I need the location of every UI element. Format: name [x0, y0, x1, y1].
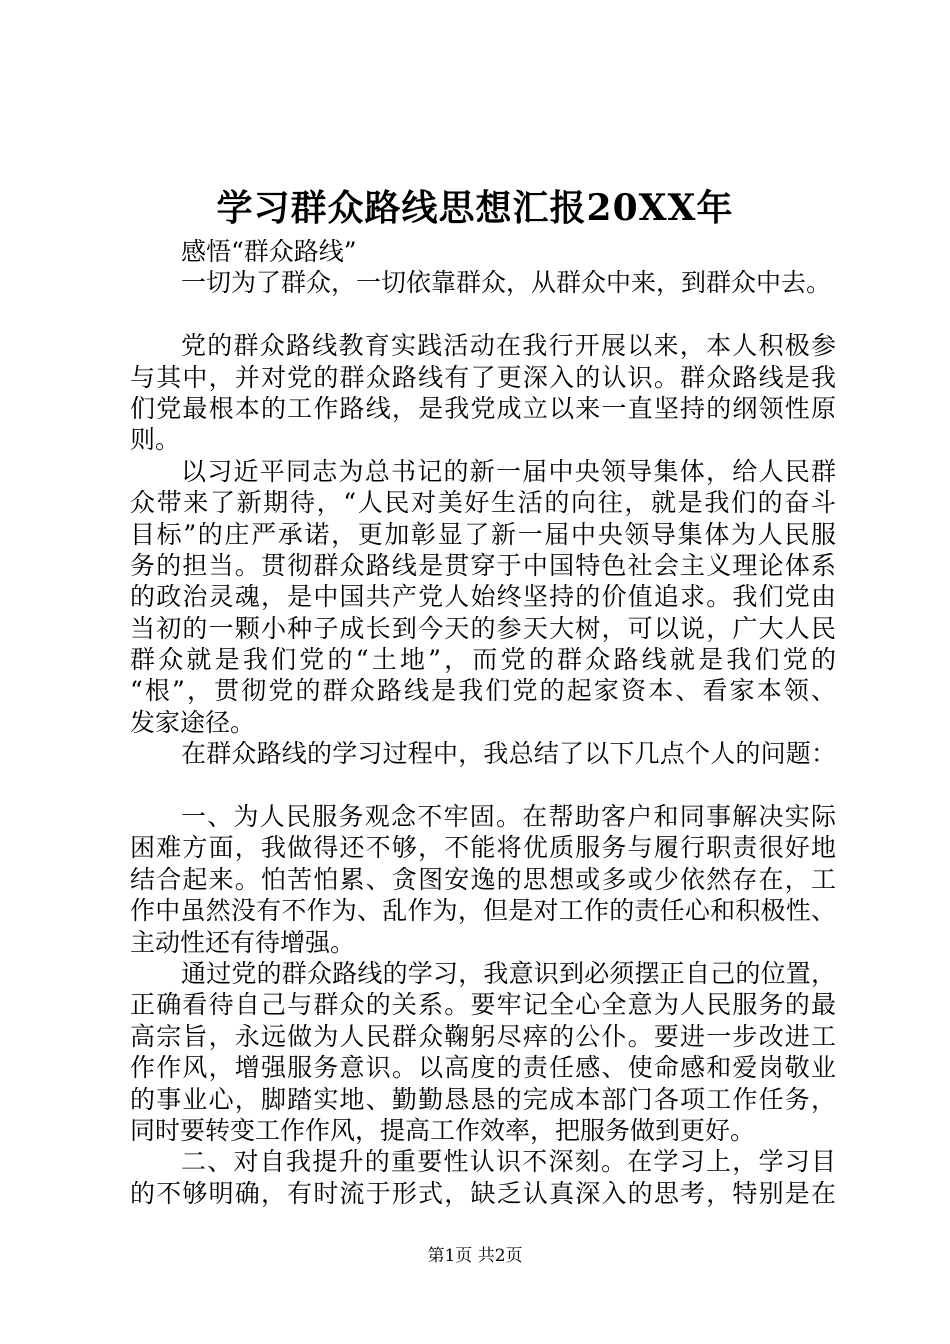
paragraph-line: 众带来了新期待，“人民对美好生活的向往，就是我们的奋斗: [130, 488, 836, 518]
paragraph-line: 一、为人民服务观念不牢固。在帮助客户和同事解决实际: [181, 802, 836, 832]
paragraph-line: 与其中，并对党的群众路线有了更深入的认识。群众路线是我: [130, 362, 836, 392]
paragraph-line: 当初的一颗小种子成长到今天的参天大树，可以说，广大人民: [130, 613, 836, 643]
paragraph-line: 的政治灵魂，是中国共产党人始终坚持的价值追求。我们党由: [130, 582, 836, 612]
paragraph-line: 通过党的群众路线的学习，我意识到必须摆正自己的位置，: [181, 958, 836, 988]
paragraph-line: 正确看待自己与群众的关系。要牢记全心全意为人民服务的最: [130, 990, 836, 1020]
slogan-line: 一切为了群众，一切依靠群众，从群众中来，到群众中去。: [181, 268, 832, 298]
paragraph-line: “根”，贯彻党的群众路线是我们党的起家资本、看家本领、: [130, 676, 836, 706]
blank-line: [130, 770, 836, 801]
paragraph-line: 目标”的庄严承诺，更加彰显了新一届中央领导集体为人民服: [130, 519, 836, 549]
paragraph-line: 党的群众路线教育实践活动在我行开展以来，本人积极参: [181, 331, 836, 361]
subtitle-line: 感悟“群众路线”: [181, 237, 357, 266]
paragraph-line: 的不够明确，有时流于形式，缺乏认真深入的思考，特别是在: [130, 1178, 836, 1208]
paragraph-line: 高宗旨，永远做为人民群众鞠躬尽瘁的公仆。要进一步改进工: [130, 1021, 836, 1051]
page-footer: 第1页 共2页: [427, 1246, 523, 1266]
paragraph-line: 们党最根本的工作路线，是我党成立以来一直坚持的纲领性原: [130, 393, 836, 423]
paragraph-line: 发家途径。: [130, 707, 256, 737]
paragraph-line: 困难方面，我做得还不够，不能将优质服务与履行职责很好地: [130, 833, 836, 863]
paragraph-line: 的事业心，脚踏实地、勤勤恳恳的完成本部门各项工作任务，: [130, 1084, 836, 1114]
document-title: 学习群众路线思想汇报20XX年: [216, 187, 734, 229]
blank-line: [130, 299, 836, 330]
paragraph-line: 务的担当。贯彻群众路线是贯穿于中国特色社会主义理论体系: [130, 550, 836, 580]
paragraph-line: 同时要转变工作作风，提高工作效率，把服务做到更好。: [130, 1115, 756, 1145]
paragraph-line: 则。: [130, 425, 181, 455]
paragraph-line: 在群众路线的学习过程中，我总结了以下几点个人的问题：: [181, 739, 836, 769]
paragraph-line: 主动性还有待增强。: [130, 927, 356, 957]
paragraph-line: 群众就是我们党的“土地”，而党的群众路线就是我们党的: [130, 645, 836, 675]
paragraph-line: 二、对自我提升的重要性认识不深刻。在学习上，学习目: [181, 1147, 836, 1177]
paragraph-line: 作作风，增强服务意识。以高度的责任感、使命感和爱岗敬业: [130, 1053, 836, 1083]
document-body: [130, 236, 836, 1209]
paragraph-line: 结合起来。怕苦怕累、贪图安逸的思想或多或少依然存在，工: [130, 864, 836, 894]
paragraph-line: 作中虽然没有不作为、乱作为，但是对工作的责任心和积极性、: [130, 896, 836, 926]
paragraph-line: 以习近平同志为总书记的新一届中央领导集体，给人民群: [181, 456, 836, 486]
